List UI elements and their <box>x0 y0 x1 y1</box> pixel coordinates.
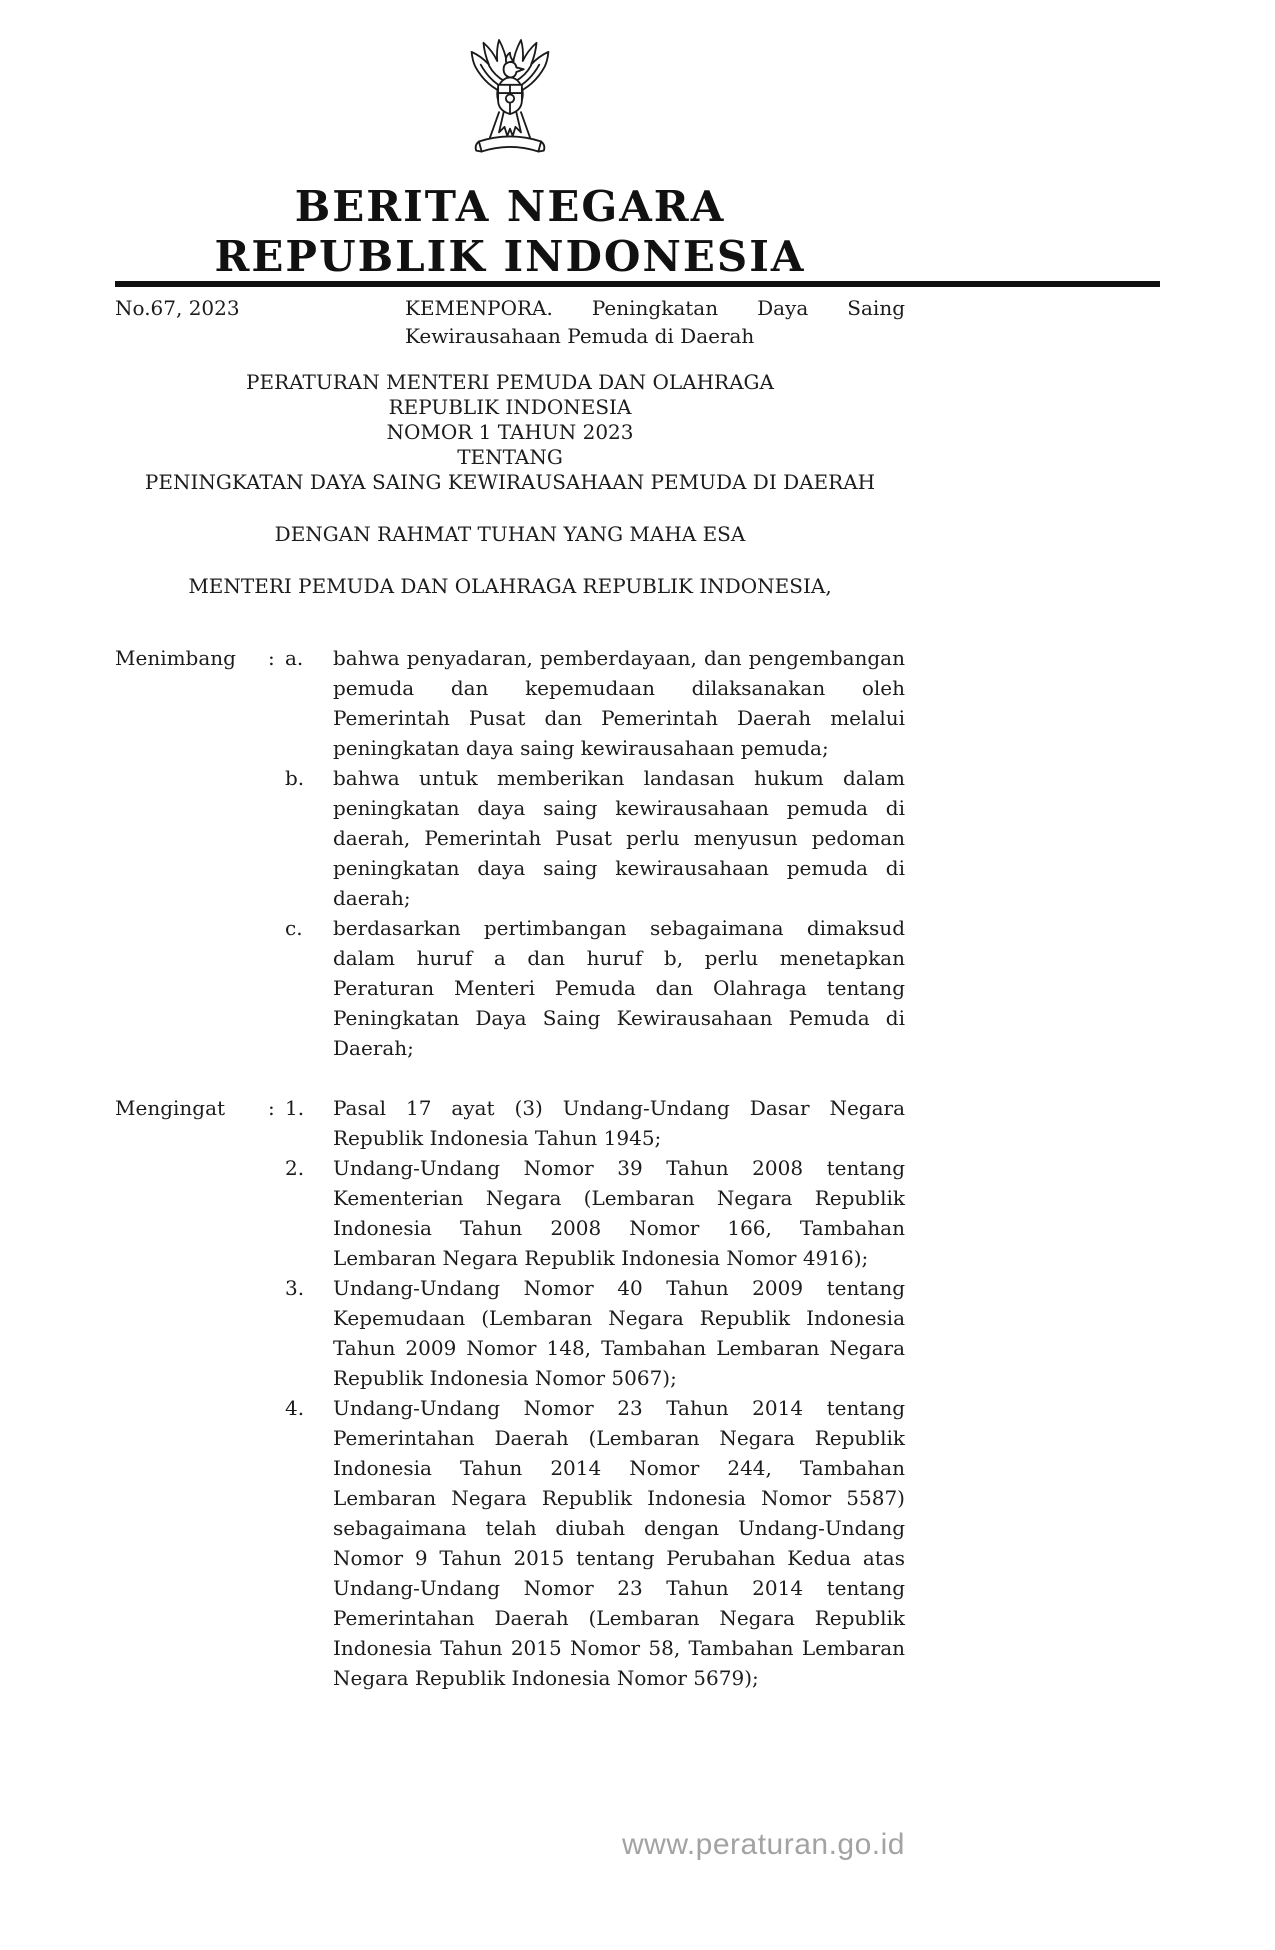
list-item <box>285 1393 905 1693</box>
garuda-pancasila-emblem-icon <box>446 34 574 174</box>
list-item-text: bahwa penyadaran, pemberdayaan, dan pengembangan pemuda dan kepemudaan dilaksanakan oleh Pemerintah Pusat dan Pemerintah Daerah melalui peningkatan daya saing kewirausahaan pemuda; <box>333 646 905 760</box>
regulation-title-line: NOMOR 1 TAHUN 2023 <box>386 420 634 444</box>
list-marker: c. <box>285 916 303 940</box>
list-item-text: Undang-Undang Nomor 23 Tahun 2014 tentang Pemerintahan Daerah (Lembaran Negara Republik Indonesia Tahun 2014 Nomor 244, Tambahan Lembaran Negara Republik Indonesia Nomor 5587) sebagaimana telah diubah dengan Undang-Undang Nomor 9 Tahun 2015 tentang Perubahan Kedua atas Undang-Undang Nomor 23 Tahun 2014 tentang Pemerintahan Daerah (Lembaran Negara Republik Indonesia Tahun 2015 Nomor 58, Tambahan Lembaran Negara Republik Indonesia Nomor 5679); <box>333 1396 905 1690</box>
list-item <box>285 1093 905 1153</box>
list-item-text: Undang-Undang Nomor 39 Tahun 2008 tentang Kementerian Negara (Lembaran Negara Republik Indonesia Tahun 2008 Nomor 166, Tambahan Lembaran Negara Republik Indonesia Nomor 4916); <box>333 1156 905 1270</box>
list-item <box>285 1273 905 1393</box>
list-marker: 1. <box>285 1096 305 1120</box>
mengingat-label: Mengingat <box>115 1096 226 1120</box>
list-marker: b. <box>285 766 305 790</box>
list-item <box>285 1153 905 1273</box>
gazette-title <box>115 182 905 282</box>
list-item-text: bahwa untuk memberikan landasan hukum dalam peningkatan daya saing kewirausahaan pemuda di daerah, Pemerintah Pusat perlu menyusun pedoman peningkatan daya saing kewirausahaan pemuda di daerah; <box>333 766 905 910</box>
mengingat-section <box>115 1093 905 1693</box>
mengingat-items <box>285 1093 905 1693</box>
list-item-text: Pasal 17 ayat (3) Undang-Undang Dasar Negara Republik Indonesia Tahun 1945; <box>333 1096 905 1150</box>
list-marker: 3. <box>285 1276 305 1300</box>
issue-number: No.67, 2023 <box>115 296 240 320</box>
gazette-title-line1: BERITA NEGARA <box>294 182 726 231</box>
regulation-title-line: TENTANG <box>457 445 563 469</box>
header-rule <box>115 281 1160 287</box>
invocation-line: DENGAN RAHMAT TUHAN YANG MAHA ESA <box>274 522 746 546</box>
issue-row <box>115 294 905 350</box>
footer-watermark: www.peraturan.go.id <box>622 1828 905 1861</box>
list-marker: 4. <box>285 1396 305 1420</box>
list-item <box>285 763 905 913</box>
list-marker: 2. <box>285 1156 305 1180</box>
menimbang-section <box>115 643 905 1063</box>
gazette-title-line2: REPUBLIK INDONESIA <box>214 232 806 281</box>
list-item-text: Undang-Undang Nomor 40 Tahun 2009 tentang Kepemudaan (Lembaran Negara Republik Indonesia Tahun 2009 Nomor 148, Tambahan Lembaran Negara Republik Indonesia Nomor 5067); <box>333 1276 905 1390</box>
list-item-text: berdasarkan pertimbangan sebagaimana dimaksud dalam huruf a dan huruf b, perlu menetapkan Peraturan Menteri Pemuda dan Olahraga tentang Peningkatan Daya Saing Kewirausahaan Pemuda di Daerah; <box>333 916 905 1060</box>
menimbang-label: Menimbang <box>115 646 236 670</box>
list-item <box>285 913 905 1063</box>
list-marker: a. <box>285 646 304 670</box>
authority-line: MENTERI PEMUDA DAN OLAHRAGA REPUBLIK INDONESIA, <box>188 574 832 598</box>
regulation-title-line: PERATURAN MENTERI PEMUDA DAN OLAHRAGA <box>246 370 774 394</box>
list-item <box>285 643 905 763</box>
mengingat-colon: : <box>268 1096 275 1120</box>
regulation-title-line: PENINGKATAN DAYA SAING KEWIRAUSAHAAN PEMUDA DI DAERAH <box>144 470 876 494</box>
regulation-title-line: REPUBLIK INDONESIA <box>388 395 632 419</box>
document-body <box>115 370 905 1693</box>
menimbang-items <box>285 643 905 1063</box>
regulation-title-block <box>115 370 905 495</box>
menimbang-colon: : <box>268 646 275 670</box>
subject-text: KEMENPORA. Peningkatan Daya Saing Kewirausahaan Pemuda di Daerah <box>405 296 905 348</box>
